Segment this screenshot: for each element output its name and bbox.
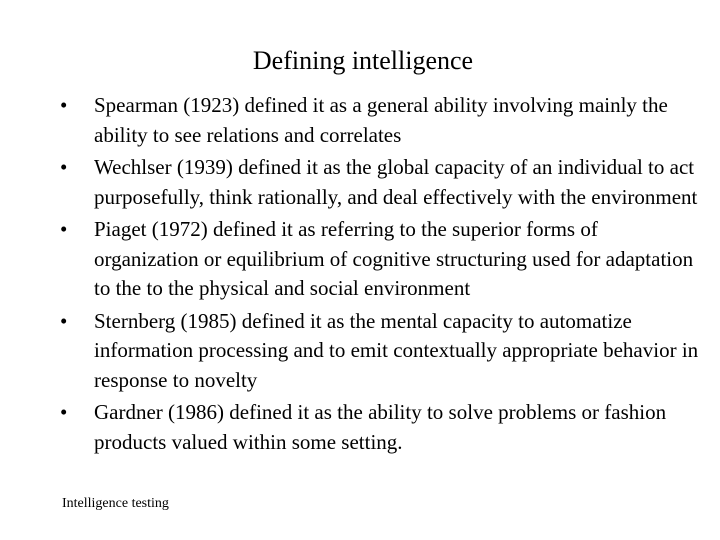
bullet-icon: • — [60, 400, 68, 424]
bullet-text: Piaget (1972) defined it as referring to the superior forms of organization or equilibrium of cognitive structuring used for adaptation to the to the physical and social environment — [94, 217, 694, 300]
bullet-item-piaget — [60, 215, 700, 304]
bullet-icon: • — [60, 93, 68, 117]
bullet-icon: • — [60, 217, 68, 241]
bullet-list — [60, 91, 700, 460]
bullet-icon: • — [60, 155, 68, 179]
slide-footer: Intelligence testing — [62, 496, 169, 511]
bullet-item-wechsler — [60, 153, 700, 212]
slide-title: Defining intelligence — [252, 46, 474, 75]
bullet-text: Spearman (1923) defined it as a general ability involving mainly the ability to see relations and correlates — [94, 93, 668, 147]
bullet-text: Sternberg (1985) defined it as the mental capacity to automatize information processing and to emit contextually appropriate behavior in response to novelty — [94, 308, 699, 392]
bullet-item-spearman — [60, 91, 700, 150]
bullet-item-gardner — [60, 398, 700, 457]
bullet-item-sternberg — [60, 307, 700, 396]
bullet-text: Gardner (1986) defined it as the ability to solve problems or fashion products valued within some setting. — [94, 400, 667, 454]
bullet-text: Wechlser (1939) defined it as the global capacity of an individual to act purposefully, think rationally, and deal effectively with the environment — [94, 155, 698, 209]
bullet-icon: • — [60, 308, 68, 333]
